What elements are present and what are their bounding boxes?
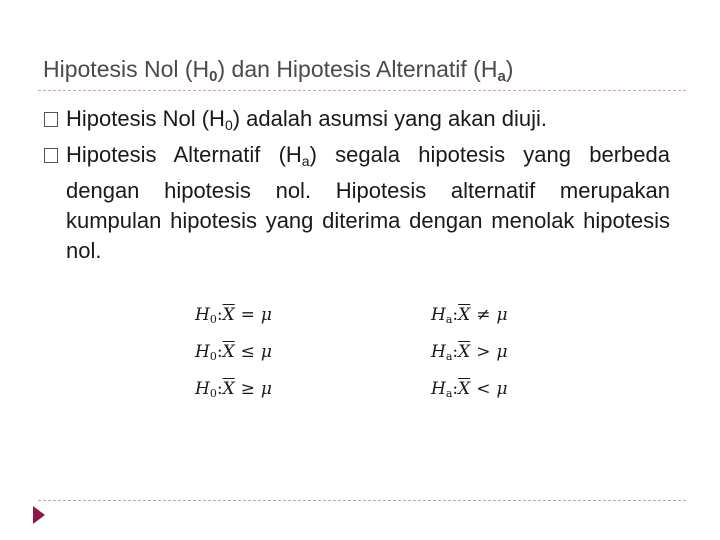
- square-bullet-icon: [44, 148, 58, 163]
- alternative-hypothesis-formulas: [431, 306, 508, 417]
- null-hypothesis-formulas: [195, 306, 272, 417]
- square-bullet-icon: [44, 112, 58, 127]
- bullet-alternative-hypothesis: Hipotesis Alternatif $(H_a)$ segala hipotesis yang berbeda dengan hipotesis nol. Hipotesis alternatif merupakan kumpulan hipotesis yang diterima dengan menolak hipotesis nol.: [44, 140, 670, 266]
- title-divider: [38, 90, 686, 91]
- formula-alt-less: $H_a:\overline{X} < \mu$: [431, 379, 508, 400]
- formula-null-greater-equal: $H_0:\overline{X} \ge \mu$: [195, 379, 272, 400]
- play-arrow-icon[interactable]: [33, 506, 45, 524]
- formula-alt-not-equal: $H_a:\overline{X} \ne \mu$: [431, 305, 508, 326]
- bullet-null-hypothesis: Hipotesis Nol $(H_0)$ adalah asumsi yang akan diuji.: [44, 104, 670, 140]
- footer-divider: [38, 500, 686, 501]
- slide-title: Hipotesis Nol $(H_0)$ dan Hipotesis Alternatif $(H_a)$: [43, 56, 514, 85]
- hypothesis-formulas: [195, 306, 535, 416]
- formula-null-equal: $H_0:\overline{X} = \mu$: [195, 305, 272, 326]
- formula-alt-greater: $H_a:\overline{X} > \mu$: [431, 342, 508, 363]
- bullet-list: [44, 104, 670, 266]
- formula-null-less-equal: $H_0:\overline{X} \le \mu$: [195, 342, 272, 363]
